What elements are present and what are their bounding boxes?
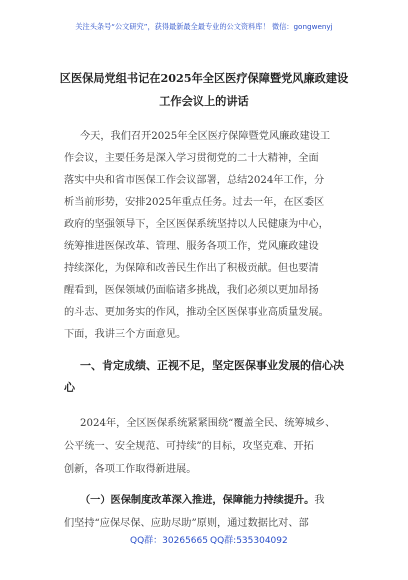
section-heading-line2: 心	[64, 381, 75, 394]
footer-qq-group-2: QQ群:535304092	[210, 536, 288, 546]
section-heading-line1: 一、肯定成绩、正视不足，坚定医保事业发展的信心决	[80, 359, 344, 372]
subsection-line	[80, 491, 325, 506]
footer-qq-group-1: QQ群：30265665	[130, 536, 208, 546]
paragraph-line: 的斗志、更加务实的作风，推动全区医保事业高质量发展。	[64, 307, 329, 318]
paragraph-line: 下面，我讲三个方面意见。	[64, 329, 187, 340]
paragraph-line: 们坚持“应保尽保、应助尽助”原则，通过数据比对、部	[64, 518, 309, 529]
subsection-heading: （一）医保制度改革深入推进，保障能力持续提升。	[80, 494, 315, 506]
paragraph-line: 政府的坚强领导下，全区医保系统坚持以人民健康为中心，	[64, 219, 329, 230]
paragraph-line: 醒看到，医保领域仍面临诸多挑战，我们必须以更加昂扬	[64, 285, 319, 296]
paragraph-line: 2024年，全区医保系统紧紧围绕“覆盖全民、统筹城乡、	[80, 418, 336, 429]
paragraph-line: 析当前形势，安排2025年重点任务。过去一年，在区委区	[64, 197, 325, 208]
paragraph-line: 作会议，主要任务是深入学习贯彻党的二十大精神，全面	[64, 153, 319, 164]
paragraph-line: 今天，我们召开2025年全区医疗保障暨党风廉政建设工	[80, 131, 331, 142]
paragraph-line: 落实中央和省市医保工作会议部署，总结2024年工作，分	[64, 175, 325, 186]
paragraph-line: 统筹推进医保改革、管理、服务各项工作，党风廉政建设	[64, 241, 319, 252]
paragraph-line: 持续深化，为保障和改善民生作出了积极贡献。但也要清	[64, 263, 319, 274]
paragraph-line: 创新，各项工作取得新进展。	[64, 464, 197, 475]
header-note: 关注头条号“公文研究”，获得最新最全最专业的公文资料库！ 微信：gongwenyj	[75, 22, 333, 31]
document-title-line1: 区医保局党组书记在2025年全区医疗保障暨党风廉政建设	[59, 71, 349, 85]
paragraph-line: 公平统一、安全规范、可持续”的目标，攻坚克难、开拓	[64, 441, 314, 452]
subsection-text: 我	[314, 495, 325, 506]
document-title-line2: 工作会议上的讲话	[159, 94, 249, 108]
